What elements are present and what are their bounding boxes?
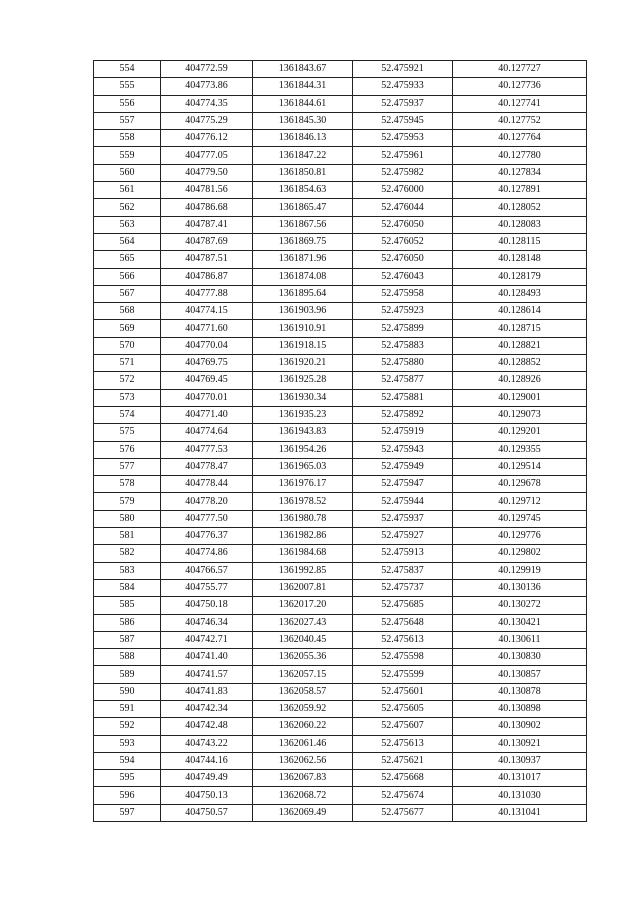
point-number-cell: 588 xyxy=(94,649,161,666)
y-coordinate-cell: 1361935.23 xyxy=(253,406,353,423)
point-number-cell: 581 xyxy=(94,528,161,545)
y-coordinate-cell: 1362069.49 xyxy=(253,804,353,821)
latitude-cell: 52.475945 xyxy=(353,112,453,129)
longitude-cell: 40.130902 xyxy=(453,718,587,735)
longitude-cell: 40.130830 xyxy=(453,649,587,666)
longitude-cell: 40.129514 xyxy=(453,458,587,475)
y-coordinate-cell: 1362027.43 xyxy=(253,614,353,631)
x-coordinate-cell: 404749.49 xyxy=(161,770,253,787)
y-coordinate-cell: 1361895.64 xyxy=(253,285,353,302)
longitude-cell: 40.128148 xyxy=(453,251,587,268)
point-number-cell: 575 xyxy=(94,424,161,441)
point-number-cell: 559 xyxy=(94,147,161,164)
latitude-cell: 52.475674 xyxy=(353,787,453,804)
y-coordinate-cell: 1362062.56 xyxy=(253,752,353,769)
latitude-cell: 52.475892 xyxy=(353,406,453,423)
latitude-cell: 52.476043 xyxy=(353,268,453,285)
point-number-cell: 591 xyxy=(94,700,161,717)
longitude-cell: 40.130937 xyxy=(453,752,587,769)
point-number-cell: 556 xyxy=(94,95,161,112)
x-coordinate-cell: 404741.57 xyxy=(161,666,253,683)
point-number-cell: 587 xyxy=(94,631,161,648)
y-coordinate-cell: 1362007.81 xyxy=(253,579,353,596)
table-row xyxy=(94,130,587,147)
longitude-cell: 40.129001 xyxy=(453,389,587,406)
longitude-cell: 40.128926 xyxy=(453,372,587,389)
latitude-cell: 52.475927 xyxy=(353,528,453,545)
longitude-cell: 40.129776 xyxy=(453,528,587,545)
x-coordinate-cell: 404769.75 xyxy=(161,355,253,372)
y-coordinate-cell: 1362058.57 xyxy=(253,683,353,700)
longitude-cell: 40.130136 xyxy=(453,579,587,596)
point-number-cell: 560 xyxy=(94,164,161,181)
table-row xyxy=(94,804,587,821)
x-coordinate-cell: 404750.13 xyxy=(161,787,253,804)
point-number-cell: 578 xyxy=(94,476,161,493)
latitude-cell: 52.475837 xyxy=(353,562,453,579)
latitude-cell: 52.475899 xyxy=(353,320,453,337)
table-row xyxy=(94,614,587,631)
x-coordinate-cell: 404741.83 xyxy=(161,683,253,700)
latitude-cell: 52.475953 xyxy=(353,130,453,147)
table-row xyxy=(94,112,587,129)
latitude-cell: 52.475883 xyxy=(353,337,453,354)
y-coordinate-cell: 1361984.68 xyxy=(253,545,353,562)
y-coordinate-cell: 1361965.03 xyxy=(253,458,353,475)
y-coordinate-cell: 1361845.30 xyxy=(253,112,353,129)
point-number-cell: 589 xyxy=(94,666,161,683)
y-coordinate-cell: 1361980.78 xyxy=(253,510,353,527)
longitude-cell: 40.128179 xyxy=(453,268,587,285)
longitude-cell: 40.129201 xyxy=(453,424,587,441)
point-number-cell: 554 xyxy=(94,61,161,78)
y-coordinate-cell: 1361874.08 xyxy=(253,268,353,285)
table-row xyxy=(94,441,587,458)
y-coordinate-cell: 1362057.15 xyxy=(253,666,353,683)
point-number-cell: 568 xyxy=(94,303,161,320)
point-number-cell: 597 xyxy=(94,804,161,821)
table-row xyxy=(94,78,587,95)
longitude-cell: 40.129712 xyxy=(453,493,587,510)
y-coordinate-cell: 1361871.96 xyxy=(253,251,353,268)
longitude-cell: 40.127741 xyxy=(453,95,587,112)
point-number-cell: 590 xyxy=(94,683,161,700)
point-number-cell: 569 xyxy=(94,320,161,337)
y-coordinate-cell: 1362055.36 xyxy=(253,649,353,666)
table-row xyxy=(94,700,587,717)
x-coordinate-cell: 404774.86 xyxy=(161,545,253,562)
y-coordinate-cell: 1361844.61 xyxy=(253,95,353,112)
y-coordinate-cell: 1361867.56 xyxy=(253,216,353,233)
latitude-cell: 52.475919 xyxy=(353,424,453,441)
y-coordinate-cell: 1361976.17 xyxy=(253,476,353,493)
x-coordinate-cell: 404774.15 xyxy=(161,303,253,320)
latitude-cell: 52.476050 xyxy=(353,251,453,268)
y-coordinate-cell: 1361854.63 xyxy=(253,182,353,199)
table-row xyxy=(94,787,587,804)
x-coordinate-cell: 404778.47 xyxy=(161,458,253,475)
latitude-cell: 52.475943 xyxy=(353,441,453,458)
table-row xyxy=(94,510,587,527)
longitude-cell: 40.128614 xyxy=(453,303,587,320)
x-coordinate-cell: 404778.44 xyxy=(161,476,253,493)
point-number-cell: 584 xyxy=(94,579,161,596)
table-row xyxy=(94,199,587,216)
point-number-cell: 566 xyxy=(94,268,161,285)
table-row xyxy=(94,285,587,302)
longitude-cell: 40.129678 xyxy=(453,476,587,493)
point-number-cell: 583 xyxy=(94,562,161,579)
latitude-cell: 52.476044 xyxy=(353,199,453,216)
table-row xyxy=(94,95,587,112)
x-coordinate-cell: 404786.87 xyxy=(161,268,253,285)
x-coordinate-cell: 404742.34 xyxy=(161,700,253,717)
table-row xyxy=(94,164,587,181)
longitude-cell: 40.131041 xyxy=(453,804,587,821)
latitude-cell: 52.475685 xyxy=(353,597,453,614)
point-number-cell: 594 xyxy=(94,752,161,769)
y-coordinate-cell: 1362017.20 xyxy=(253,597,353,614)
coordinates-table xyxy=(93,60,587,822)
x-coordinate-cell: 404743.22 xyxy=(161,735,253,752)
y-coordinate-cell: 1361850.81 xyxy=(253,164,353,181)
x-coordinate-cell: 404787.69 xyxy=(161,233,253,250)
table-row xyxy=(94,216,587,233)
point-number-cell: 586 xyxy=(94,614,161,631)
x-coordinate-cell: 404787.41 xyxy=(161,216,253,233)
y-coordinate-cell: 1361978.52 xyxy=(253,493,353,510)
y-coordinate-cell: 1361930.34 xyxy=(253,389,353,406)
y-coordinate-cell: 1361943.83 xyxy=(253,424,353,441)
table-row xyxy=(94,545,587,562)
latitude-cell: 52.475613 xyxy=(353,631,453,648)
point-number-cell: 555 xyxy=(94,78,161,95)
x-coordinate-cell: 404744.16 xyxy=(161,752,253,769)
point-number-cell: 557 xyxy=(94,112,161,129)
longitude-cell: 40.130857 xyxy=(453,666,587,683)
latitude-cell: 52.475613 xyxy=(353,735,453,752)
table-row xyxy=(94,406,587,423)
x-coordinate-cell: 404776.12 xyxy=(161,130,253,147)
longitude-cell: 40.128493 xyxy=(453,285,587,302)
longitude-cell: 40.130898 xyxy=(453,700,587,717)
table-row xyxy=(94,182,587,199)
table-row xyxy=(94,579,587,596)
latitude-cell: 52.476050 xyxy=(353,216,453,233)
longitude-cell: 40.129802 xyxy=(453,545,587,562)
point-number-cell: 580 xyxy=(94,510,161,527)
point-number-cell: 579 xyxy=(94,493,161,510)
latitude-cell: 52.475881 xyxy=(353,389,453,406)
point-number-cell: 565 xyxy=(94,251,161,268)
x-coordinate-cell: 404770.01 xyxy=(161,389,253,406)
x-coordinate-cell: 404774.64 xyxy=(161,424,253,441)
latitude-cell: 52.475937 xyxy=(353,510,453,527)
coordinates-table-body xyxy=(94,61,587,822)
table-row xyxy=(94,735,587,752)
x-coordinate-cell: 404777.50 xyxy=(161,510,253,527)
latitude-cell: 52.475949 xyxy=(353,458,453,475)
latitude-cell: 52.475601 xyxy=(353,683,453,700)
longitude-cell: 40.127891 xyxy=(453,182,587,199)
table-row xyxy=(94,389,587,406)
x-coordinate-cell: 404742.71 xyxy=(161,631,253,648)
point-number-cell: 562 xyxy=(94,199,161,216)
point-number-cell: 582 xyxy=(94,545,161,562)
longitude-cell: 40.128821 xyxy=(453,337,587,354)
point-number-cell: 563 xyxy=(94,216,161,233)
latitude-cell: 52.475923 xyxy=(353,303,453,320)
point-number-cell: 561 xyxy=(94,182,161,199)
y-coordinate-cell: 1361865.47 xyxy=(253,199,353,216)
latitude-cell: 52.475958 xyxy=(353,285,453,302)
table-row xyxy=(94,649,587,666)
longitude-cell: 40.127834 xyxy=(453,164,587,181)
latitude-cell: 52.475877 xyxy=(353,372,453,389)
y-coordinate-cell: 1361847.22 xyxy=(253,147,353,164)
point-number-cell: 573 xyxy=(94,389,161,406)
table-row xyxy=(94,493,587,510)
longitude-cell: 40.130421 xyxy=(453,614,587,631)
x-coordinate-cell: 404777.05 xyxy=(161,147,253,164)
y-coordinate-cell: 1361992.85 xyxy=(253,562,353,579)
table-row xyxy=(94,268,587,285)
x-coordinate-cell: 404773.86 xyxy=(161,78,253,95)
table-row xyxy=(94,251,587,268)
table-row xyxy=(94,233,587,250)
x-coordinate-cell: 404771.40 xyxy=(161,406,253,423)
y-coordinate-cell: 1361982.86 xyxy=(253,528,353,545)
longitude-cell: 40.130921 xyxy=(453,735,587,752)
table-row xyxy=(94,752,587,769)
longitude-cell: 40.129919 xyxy=(453,562,587,579)
latitude-cell: 52.475937 xyxy=(353,95,453,112)
longitude-cell: 40.129073 xyxy=(453,406,587,423)
point-number-cell: 574 xyxy=(94,406,161,423)
latitude-cell: 52.475668 xyxy=(353,770,453,787)
point-number-cell: 567 xyxy=(94,285,161,302)
longitude-cell: 40.130878 xyxy=(453,683,587,700)
table-row xyxy=(94,424,587,441)
latitude-cell: 52.476052 xyxy=(353,233,453,250)
longitude-cell: 40.127752 xyxy=(453,112,587,129)
longitude-cell: 40.128715 xyxy=(453,320,587,337)
point-number-cell: 593 xyxy=(94,735,161,752)
longitude-cell: 40.127736 xyxy=(453,78,587,95)
y-coordinate-cell: 1361844.31 xyxy=(253,78,353,95)
x-coordinate-cell: 404741.40 xyxy=(161,649,253,666)
latitude-cell: 52.475921 xyxy=(353,61,453,78)
latitude-cell: 52.475598 xyxy=(353,649,453,666)
point-number-cell: 570 xyxy=(94,337,161,354)
x-coordinate-cell: 404755.77 xyxy=(161,579,253,596)
table-row xyxy=(94,355,587,372)
table-row xyxy=(94,147,587,164)
point-number-cell: 576 xyxy=(94,441,161,458)
x-coordinate-cell: 404770.04 xyxy=(161,337,253,354)
latitude-cell: 52.475880 xyxy=(353,355,453,372)
latitude-cell: 52.475982 xyxy=(353,164,453,181)
point-number-cell: 595 xyxy=(94,770,161,787)
x-coordinate-cell: 404742.48 xyxy=(161,718,253,735)
latitude-cell: 52.475944 xyxy=(353,493,453,510)
table-row xyxy=(94,770,587,787)
y-coordinate-cell: 1361846.13 xyxy=(253,130,353,147)
y-coordinate-cell: 1361910.91 xyxy=(253,320,353,337)
y-coordinate-cell: 1361925.28 xyxy=(253,372,353,389)
y-coordinate-cell: 1361954.26 xyxy=(253,441,353,458)
latitude-cell: 52.475933 xyxy=(353,78,453,95)
table-row xyxy=(94,61,587,78)
latitude-cell: 52.475605 xyxy=(353,700,453,717)
x-coordinate-cell: 404769.45 xyxy=(161,372,253,389)
longitude-cell: 40.129355 xyxy=(453,441,587,458)
longitude-cell: 40.129745 xyxy=(453,510,587,527)
x-coordinate-cell: 404750.18 xyxy=(161,597,253,614)
x-coordinate-cell: 404775.29 xyxy=(161,112,253,129)
latitude-cell: 52.475648 xyxy=(353,614,453,631)
latitude-cell: 52.475947 xyxy=(353,476,453,493)
point-number-cell: 558 xyxy=(94,130,161,147)
y-coordinate-cell: 1361903.96 xyxy=(253,303,353,320)
x-coordinate-cell: 404750.57 xyxy=(161,804,253,821)
x-coordinate-cell: 404779.50 xyxy=(161,164,253,181)
latitude-cell: 52.475737 xyxy=(353,579,453,596)
point-number-cell: 585 xyxy=(94,597,161,614)
table-row xyxy=(94,303,587,320)
x-coordinate-cell: 404787.51 xyxy=(161,251,253,268)
longitude-cell: 40.127764 xyxy=(453,130,587,147)
latitude-cell: 52.475913 xyxy=(353,545,453,562)
table-row xyxy=(94,597,587,614)
x-coordinate-cell: 404746.34 xyxy=(161,614,253,631)
x-coordinate-cell: 404766.57 xyxy=(161,562,253,579)
table-row xyxy=(94,528,587,545)
y-coordinate-cell: 1362060.22 xyxy=(253,718,353,735)
latitude-cell: 52.475599 xyxy=(353,666,453,683)
x-coordinate-cell: 404781.56 xyxy=(161,182,253,199)
point-number-cell: 596 xyxy=(94,787,161,804)
longitude-cell: 40.127727 xyxy=(453,61,587,78)
table-row xyxy=(94,337,587,354)
y-coordinate-cell: 1362059.92 xyxy=(253,700,353,717)
table-row xyxy=(94,718,587,735)
latitude-cell: 52.475621 xyxy=(353,752,453,769)
x-coordinate-cell: 404774.35 xyxy=(161,95,253,112)
table-row xyxy=(94,562,587,579)
y-coordinate-cell: 1361920.21 xyxy=(253,355,353,372)
y-coordinate-cell: 1361918.15 xyxy=(253,337,353,354)
point-number-cell: 592 xyxy=(94,718,161,735)
point-number-cell: 564 xyxy=(94,233,161,250)
latitude-cell: 52.475961 xyxy=(353,147,453,164)
point-number-cell: 577 xyxy=(94,458,161,475)
table-row xyxy=(94,458,587,475)
y-coordinate-cell: 1361843.67 xyxy=(253,61,353,78)
latitude-cell: 52.475677 xyxy=(353,804,453,821)
y-coordinate-cell: 1362061.46 xyxy=(253,735,353,752)
x-coordinate-cell: 404776.37 xyxy=(161,528,253,545)
x-coordinate-cell: 404786.68 xyxy=(161,199,253,216)
y-coordinate-cell: 1362040.45 xyxy=(253,631,353,648)
y-coordinate-cell: 1362068.72 xyxy=(253,787,353,804)
table-row xyxy=(94,631,587,648)
point-number-cell: 572 xyxy=(94,372,161,389)
table-row xyxy=(94,666,587,683)
longitude-cell: 40.128083 xyxy=(453,216,587,233)
longitude-cell: 40.128052 xyxy=(453,199,587,216)
longitude-cell: 40.127780 xyxy=(453,147,587,164)
longitude-cell: 40.131017 xyxy=(453,770,587,787)
longitude-cell: 40.130611 xyxy=(453,631,587,648)
x-coordinate-cell: 404777.53 xyxy=(161,441,253,458)
x-coordinate-cell: 404778.20 xyxy=(161,493,253,510)
table-row xyxy=(94,320,587,337)
y-coordinate-cell: 1361869.75 xyxy=(253,233,353,250)
x-coordinate-cell: 404777.88 xyxy=(161,285,253,302)
table-row xyxy=(94,683,587,700)
longitude-cell: 40.128852 xyxy=(453,355,587,372)
longitude-cell: 40.128115 xyxy=(453,233,587,250)
longitude-cell: 40.130272 xyxy=(453,597,587,614)
table-row xyxy=(94,476,587,493)
table-row xyxy=(94,372,587,389)
x-coordinate-cell: 404772.59 xyxy=(161,61,253,78)
latitude-cell: 52.475607 xyxy=(353,718,453,735)
latitude-cell: 52.476000 xyxy=(353,182,453,199)
longitude-cell: 40.131030 xyxy=(453,787,587,804)
y-coordinate-cell: 1362067.83 xyxy=(253,770,353,787)
point-number-cell: 571 xyxy=(94,355,161,372)
x-coordinate-cell: 404771.60 xyxy=(161,320,253,337)
